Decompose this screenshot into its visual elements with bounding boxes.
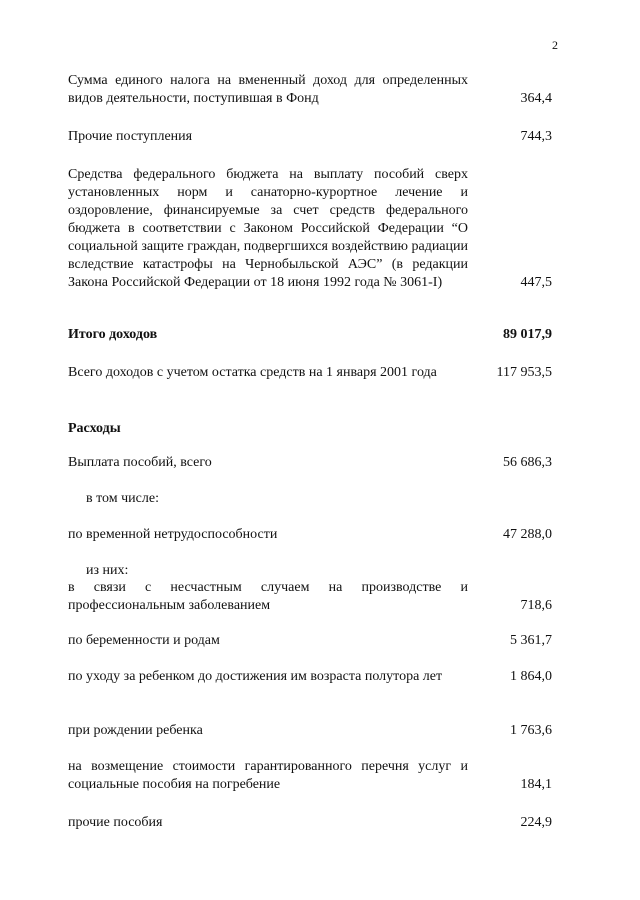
row-value: 5 361,7 <box>510 633 552 648</box>
row-label: на возмещение стоимости гарантированного перечня услуг и социальные пособия на погребение <box>68 759 468 792</box>
subheading: в том числе: <box>86 491 159 506</box>
row-value: 56 686,3 <box>503 455 552 470</box>
row-value: 364,4 <box>520 91 552 106</box>
row-value: 117 953,5 <box>496 365 552 380</box>
row-label: Прочие поступления <box>68 129 193 144</box>
table-row <box>68 72 552 108</box>
row-label: при рождении ребенка <box>68 723 203 738</box>
table-row <box>68 632 552 650</box>
table-row <box>68 166 552 292</box>
row-value: 89 017,9 <box>503 327 552 342</box>
table-row <box>68 454 552 472</box>
section-heading: Расходы <box>68 421 121 436</box>
table-row <box>68 526 552 544</box>
row-value: 744,3 <box>520 129 552 144</box>
page-number: 2 <box>552 38 558 52</box>
row-label: Средства федерального бюджета на выплату пособий сверх установленных норм и санаторно-курортное лечение и оздоровление, финансируемые за счет средств федерального бюджета в соответствии с Законом Российской Федерации “О социальной защите граждан, подвергшихся воздействию радиации вследствие катастрофы на Чернобыльской АЭС” (в редакции Закона Российской Федерации от 18 июня 1992 года № 3061-I) <box>68 167 468 290</box>
row-value: 1 763,6 <box>510 723 552 738</box>
row-label: в связи с несчастным случаем на производстве и профессиональным заболеванием <box>68 580 468 613</box>
row-value: 224,9 <box>520 815 552 830</box>
row-label: Выплата пособий, всего <box>68 455 212 470</box>
row-label: Всего доходов с учетом остатка средств на 1 января 2001 года <box>68 365 437 380</box>
row-value: 447,5 <box>520 275 552 290</box>
table-row <box>68 814 552 832</box>
table-row <box>68 326 552 344</box>
row-value: 184,1 <box>520 777 552 792</box>
table-row <box>68 722 552 740</box>
row-label: Сумма единого налога на вмененный доход для определенных видов деятельности, поступившая в Фонд <box>68 73 468 106</box>
row-value: 47 288,0 <box>503 527 552 542</box>
row-label: прочие пособия <box>68 815 163 830</box>
table-row <box>68 128 552 146</box>
row-value: 718,6 <box>520 598 552 613</box>
row-value: 1 864,0 <box>510 669 552 684</box>
row-label: по беременности и родам <box>68 633 220 648</box>
subheading: из них: <box>86 563 129 578</box>
row-label: по временной нетрудоспособности <box>68 527 278 542</box>
row-label: Итого доходов <box>68 327 158 342</box>
row-label: по уходу за ребенком до достижения им возраста полутора лет <box>68 669 443 684</box>
table-row <box>68 758 552 794</box>
table-row <box>68 364 552 382</box>
table-row <box>68 668 552 686</box>
table-row <box>68 579 552 615</box>
